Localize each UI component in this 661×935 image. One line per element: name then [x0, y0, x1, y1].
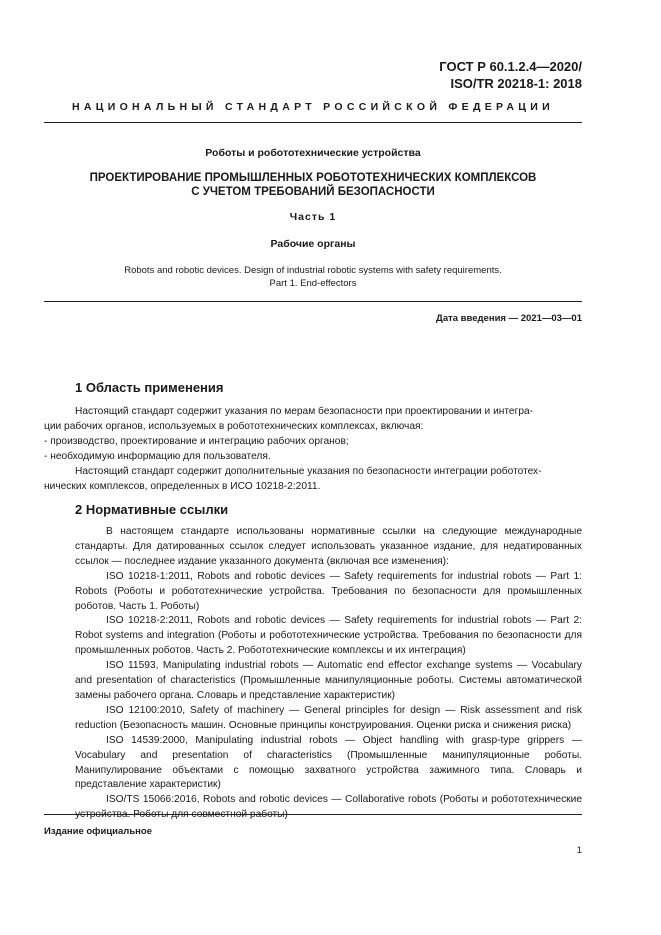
list-item: - необходимую информацию для пользователя. [44, 450, 271, 462]
section-1-heading: 1 Область применения [75, 380, 224, 395]
section-2-heading: 2 Нормативные ссылки [75, 502, 229, 517]
english-title [44, 264, 582, 290]
section-2-body [75, 525, 582, 823]
document-title [44, 171, 582, 199]
paragraph-first-line: Настоящий стандарт содержит дополнительные указания по безопасности интеграции робототех- [75, 465, 542, 477]
part-title: Рабочие органы [270, 238, 356, 250]
paragraph: В настоящем стандарте использованы нормативные ссылки на следующие международные стандарты. Для датированных ссылок следует использовать указанное издание, для недатированных ссылок — последнее издание указанного документа (включая все изменения): [75, 526, 582, 567]
footer-divider [44, 814, 582, 815]
english-title-line-1: Robots and robotic devices. Design of industrial robotic systems with safety requirements. [124, 265, 502, 276]
reference-item: ISO 14539:2000, Manipulating industrial robots — Object handling with grasp-type grippers — Vocabulary and presentation of characteristics (Промышленные манипуляционные роботы. Манипулирование объектами с помощью захватного устройства зажимного типа. Словарь и представление характеристик) [75, 734, 582, 791]
standard-designation [439, 58, 582, 92]
official-edition-label: Издание официальное [44, 826, 152, 837]
list-item: - производство, проектирование и интеграцию рабочих органов; [44, 435, 349, 447]
reference-item: ISO 10218-1:2011, Robots and robotic devices — Safety requirements for industrial robots — Part 1: Robots (Роботы и робототехнические устройства. Требования по безопасности для промышленных роботов. Часть 1. Роботы) [75, 570, 582, 612]
introduction-date: Дата введения — 2021—03—01 [436, 313, 582, 324]
top-divider [44, 122, 582, 123]
page-number: 1 [576, 845, 582, 856]
paragraph-continuation: нических комплексов, определенных в ИСО 10218-2:2011. [44, 480, 321, 492]
paragraph [75, 405, 582, 420]
section-1-body [44, 405, 582, 494]
paragraph-continuation: ции рабочих органов, используемых в робототехнических комплексах, включая: [44, 420, 424, 432]
reference-item: ISO/TS 15066:2016, Robots and robotic devices — Collaborative robots (Роботы и робототехнические устройства. Роботы для совместной работы) [75, 794, 582, 821]
reference-item: ISO 11593, Manipulating industrial robots — Automatic end effector exchange systems — Vocabulary and presentation of characteristics (Промышленные манипуляционные роботы. Системы автоматической замены рабочего органа. Словарь и представление характеристик) [75, 660, 582, 701]
national-standard-banner: НАЦИОНАЛЬНЫЙ СТАНДАРТ РОССИЙСКОЙ ФЕДЕРАЦИИ [72, 101, 554, 113]
paragraph-first-line: Настоящий стандарт содержит указания по мерам безопасности при проектировании и интегра- [75, 406, 534, 417]
english-title-line-2: Part 1. End-effectors [269, 278, 357, 289]
title-divider [44, 301, 582, 302]
gost-number: ГОСТ Р 60.1.2.4—2020/ [439, 59, 582, 74]
title-line-2: С УЧЕТОМ ТРЕБОВАНИЙ БЕЗОПАСНОСТИ [191, 186, 435, 198]
reference-item: ISO 12100:2010, Safety of machinery — General principles for design — Risk assessment and risk reduction (Безопасность машин. Основные принципы конструирования. Оценки риска и снижения риска) [75, 704, 582, 731]
part-number: Часть 1 [289, 211, 337, 223]
standard-group: Роботы и робототехнические устройства [205, 147, 421, 159]
paragraph [75, 465, 582, 480]
title-line-1: ПРОЕКТИРОВАНИЕ ПРОМЫШЛЕННЫХ РОБОТОТЕХНИЧЕСКИХ КОМПЛЕКСОВ [89, 172, 537, 184]
iso-number: ISO/TR 20218-1: 2018 [450, 76, 582, 91]
reference-item: ISO 10218-2:2011, Robots and robotic devices — Safety requirements for industrial robots — Part 2: Robot systems and integration (Роботы и робототехнические устройства. Требования по безопасности для промышленных роботов. Часть 2. Робототехнические комплексы и их интеграция) [75, 615, 582, 657]
